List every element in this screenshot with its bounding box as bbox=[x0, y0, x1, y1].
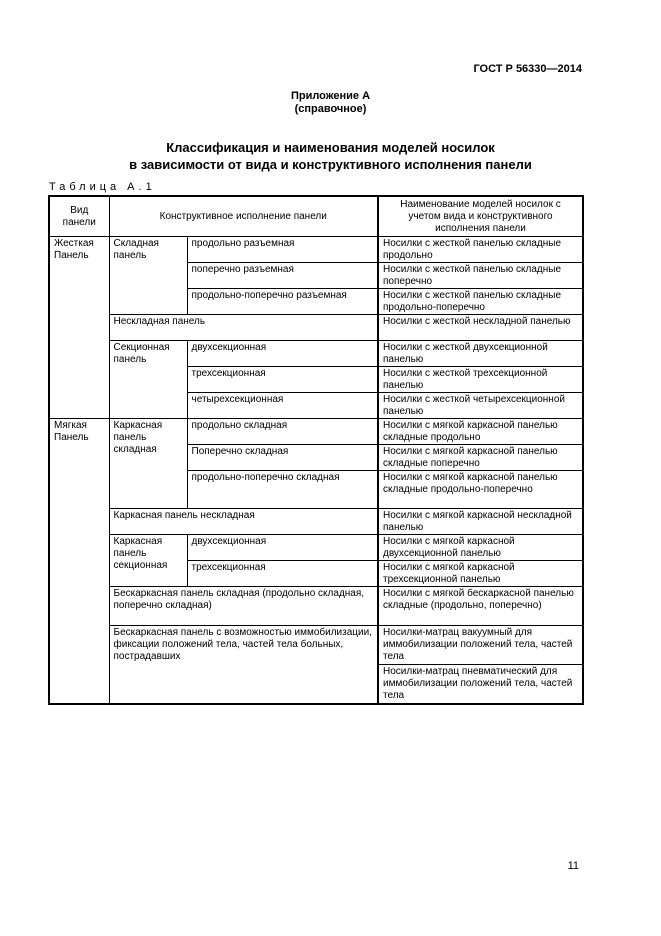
cell-model-name: Носилки с мягкой каркасной панелью складные продольно bbox=[378, 419, 583, 445]
cell-frameless-folding: Бескаркасная панель складная (продольно складная, поперечно складная) bbox=[109, 587, 378, 626]
table-row bbox=[49, 509, 583, 535]
table-row bbox=[49, 419, 583, 445]
cell-model-name: Носилки-матрац вакуумный для иммобилизации положений тела, частей тела bbox=[378, 626, 583, 665]
cell-model-name: Носилки с мягкой каркасной нескладной панелью bbox=[378, 509, 583, 535]
cell-soft-panel: Мягкая Панель bbox=[49, 419, 109, 704]
table-row bbox=[49, 587, 583, 626]
cell-model-name: Носилки с жесткой панелью складные продольно-поперечно bbox=[378, 289, 583, 315]
annex-heading bbox=[0, 90, 661, 116]
cell-nonfolding-panel: Нескладная панель bbox=[109, 315, 378, 341]
cell-model-name: Носилки с жесткой нескладной панелью bbox=[378, 315, 583, 341]
cell-design: двухсекционная bbox=[187, 535, 378, 561]
table-header-row bbox=[49, 196, 583, 237]
page-number: 11 bbox=[567, 860, 579, 872]
cell-design: поперечно разъемная bbox=[187, 263, 378, 289]
header-panel-type: Вид панели bbox=[49, 196, 109, 237]
cell-model-name: Носилки с жесткой двухсекционной панелью bbox=[378, 341, 583, 367]
cell-frame-panel: Каркасная панель складная bbox=[109, 419, 187, 509]
cell-folding-panel: Складная панель bbox=[109, 237, 187, 315]
cell-design: двухсекционная bbox=[187, 341, 378, 367]
table-row bbox=[49, 237, 583, 263]
cell-model-name: Носилки-матрац пневматический для иммобилизации положений тела, частей тела bbox=[378, 665, 583, 704]
table-row bbox=[49, 315, 583, 341]
standard-number: ГОСТ Р 56330—2014 bbox=[473, 63, 582, 75]
cell-frame-nonfolding: Каркасная панель нескладная bbox=[109, 509, 378, 535]
cell-model-name: Носилки с жесткой четырехсекционной панелью bbox=[378, 393, 583, 419]
annex-note: (справочное) bbox=[294, 103, 367, 115]
cell-model-name: Носилки с жесткой трехсекционной панелью bbox=[378, 367, 583, 393]
annex-title: Приложение А bbox=[290, 90, 371, 102]
table-row bbox=[49, 341, 583, 367]
header-design: Конструктивное исполнение панели bbox=[109, 196, 378, 237]
cell-sectional-panel: Секционная панель bbox=[109, 341, 187, 419]
cell-design: Поперечно складная bbox=[187, 445, 378, 471]
cell-frameless-immobilization: Бескаркасная панель с возможностью иммобилизации, фиксации положений тела, частей тела больных, пострадавших bbox=[109, 626, 378, 704]
table-row bbox=[49, 626, 583, 665]
cell-design: четырехсекционная bbox=[187, 393, 378, 419]
cell-design: продольно-поперечно разъемная bbox=[187, 289, 378, 315]
table-caption: Таблица А.1 bbox=[49, 181, 156, 193]
cell-design: трехсекционная bbox=[187, 367, 378, 393]
cell-model-name: Носилки с мягкой каркасной двухсекционной панелью bbox=[378, 535, 583, 561]
cell-model-name: Носилки с жесткой панелью складные продольно bbox=[378, 237, 583, 263]
title-line-2: в зависимости от вида и конструктивного исполнения панели bbox=[129, 157, 532, 172]
cell-design: продольно разъемная bbox=[187, 237, 378, 263]
cell-model-name: Носилки с жесткой панелью складные поперечно bbox=[378, 263, 583, 289]
cell-design: трехсекционная bbox=[187, 561, 378, 587]
table-row bbox=[49, 535, 583, 561]
document-title bbox=[0, 139, 661, 173]
classification-table bbox=[48, 195, 584, 705]
title-line-1: Классификация и наименования моделей носилок bbox=[166, 140, 495, 155]
cell-hard-panel: Жесткая Панель bbox=[49, 237, 109, 419]
header-model-names: Наименование моделей носилок с учетом вида и конструктивного исполнения панели bbox=[378, 196, 583, 237]
cell-model-name: Носилки с мягкой каркасной панелью складные поперечно bbox=[378, 445, 583, 471]
cell-design: продольно-поперечно складная bbox=[187, 471, 378, 509]
cell-model-name: Носилки с мягкой каркасной панелью складные продольно-поперечно bbox=[378, 471, 583, 509]
cell-model-name: Носилки с мягкой каркасной трехсекционной панелью bbox=[378, 561, 583, 587]
cell-design: продольно складная bbox=[187, 419, 378, 445]
cell-model-name: Носилки с мягкой бескаркасной панелью складные (продольно, поперечно) bbox=[378, 587, 583, 626]
cell-frame-sectional: Каркасная панель секционная bbox=[109, 535, 187, 587]
